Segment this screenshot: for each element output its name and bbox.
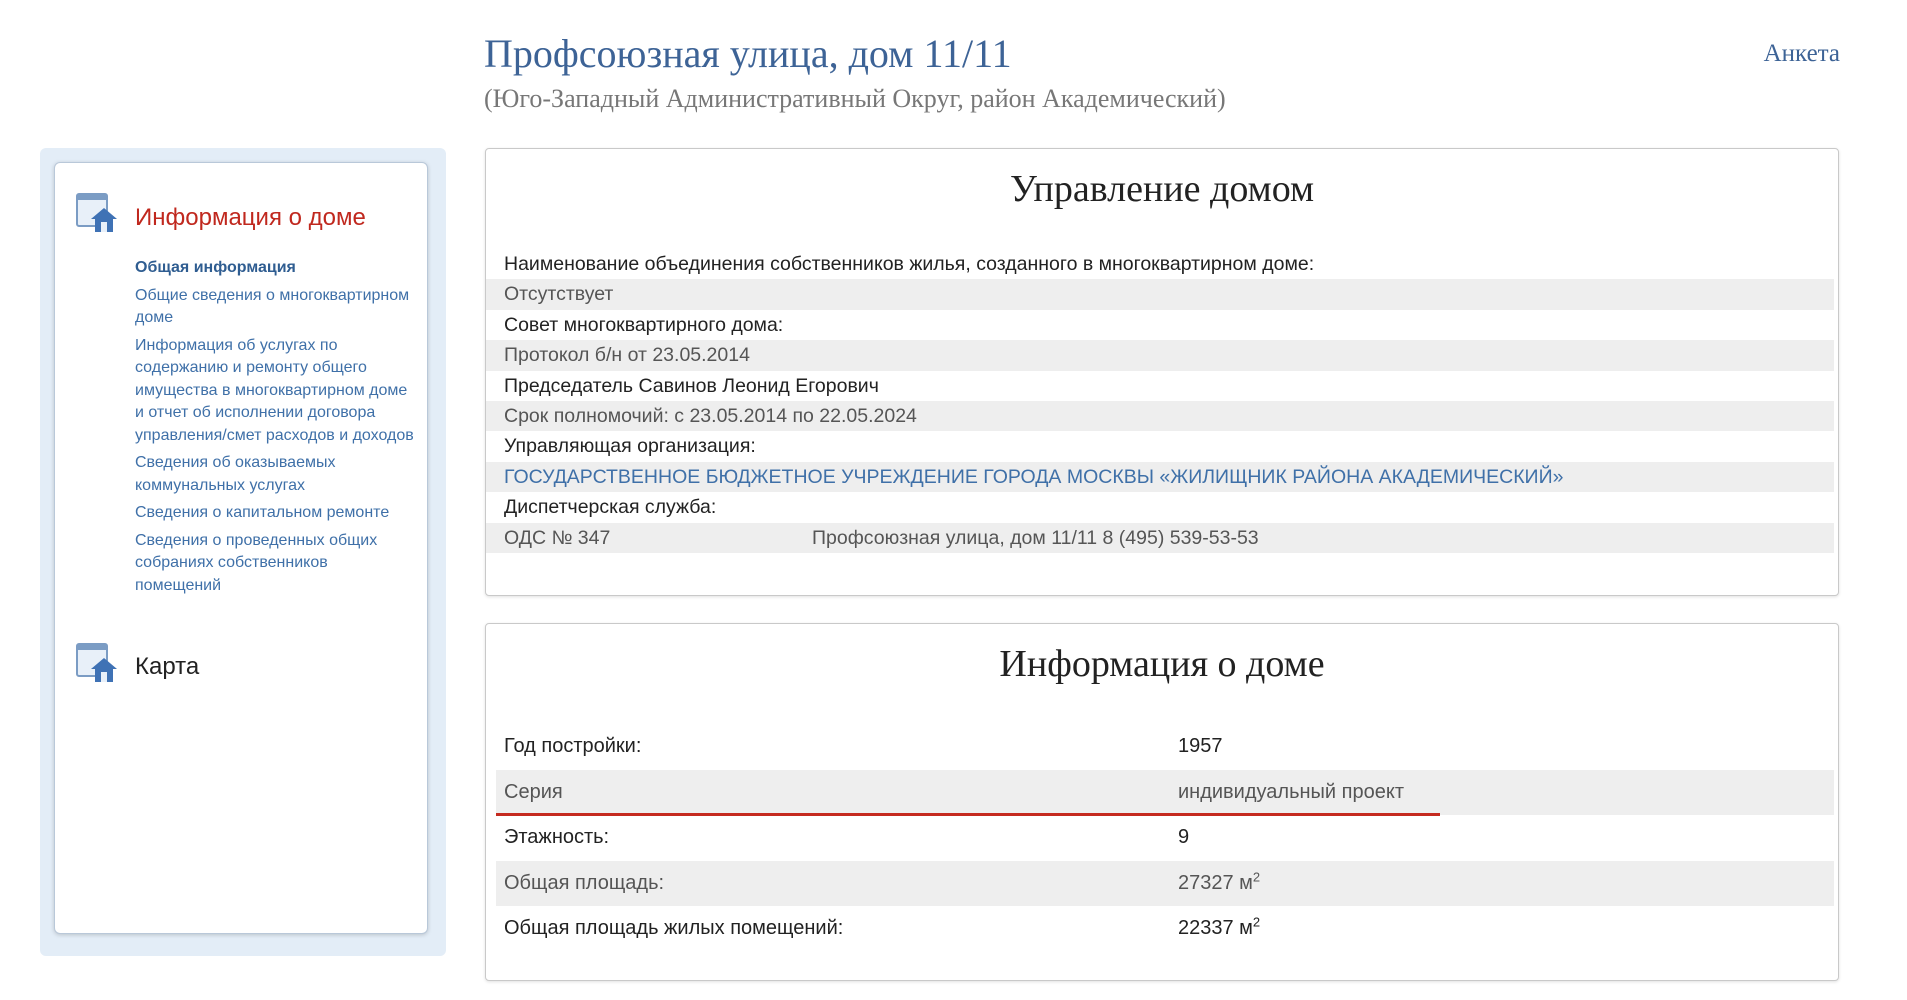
management-panel bbox=[485, 148, 1839, 596]
info-label: Общая площадь жилых помещений: bbox=[504, 917, 844, 939]
sidebar-link-general-info[interactable]: Общая информация bbox=[135, 259, 296, 276]
management-org-link[interactable]: ГОСУДАРСТВЕННОЕ БЮДЖЕТНОЕ УЧРЕЖДЕНИЕ ГОРОДА МОСКВЫ «ЖИЛИЩНИК РАЙОНА АКАДЕМИЧЕСКИЙ» bbox=[486, 462, 1834, 492]
management-org-label: Управляющая организация: bbox=[504, 435, 756, 458]
sidebar-link-capital-repair[interactable]: Сведения о капитальном ремонте bbox=[135, 504, 390, 521]
house-info-title: Информация о доме bbox=[999, 643, 1325, 685]
info-row-floors bbox=[496, 815, 1834, 861]
info-row-series bbox=[496, 770, 1834, 816]
info-value: 1957 bbox=[1178, 735, 1223, 757]
info-label: Этажность: bbox=[504, 826, 610, 848]
sidebar-section-house-info[interactable]: Информация о доме bbox=[135, 204, 366, 231]
sidebar bbox=[40, 148, 446, 956]
info-label: Год постройки: bbox=[504, 735, 642, 757]
info-label: Серия bbox=[504, 780, 563, 803]
info-row-build-year bbox=[496, 724, 1834, 770]
council-protocol: Протокол б/н от 23.05.2014 bbox=[486, 340, 1834, 370]
council-chairman: Председатель Савинов Леонид Егорович bbox=[504, 374, 879, 397]
info-value: 9 bbox=[1178, 826, 1190, 848]
sidebar-link-general-details[interactable]: Общие сведения о многоквартирном доме bbox=[135, 286, 410, 326]
dispatch-label: Диспетчерская служба: bbox=[504, 496, 717, 519]
info-row-living-area bbox=[496, 906, 1834, 952]
anketa-link[interactable]: Анкета bbox=[1763, 40, 1840, 67]
dispatch-address: Профсоюзная улица, дом 11/11 8 (495) 539-53-53 bbox=[812, 526, 1259, 549]
page-title: Профсоюзная улица, дом 11/11 bbox=[484, 31, 1012, 76]
council-label: Совет многоквартирного дома: bbox=[504, 313, 784, 336]
management-title: Управление домом bbox=[1009, 168, 1315, 210]
area-number: 27327 м bbox=[1178, 871, 1253, 894]
sidebar-section-map[interactable]: Карта bbox=[135, 653, 200, 680]
house-document-icon bbox=[75, 191, 119, 235]
unit-superscript: 2 bbox=[1252, 914, 1261, 930]
area-number: 22337 м bbox=[1178, 917, 1253, 939]
info-label: Общая площадь: bbox=[504, 871, 665, 894]
info-value bbox=[1178, 861, 1260, 906]
sidebar-panel bbox=[54, 162, 428, 934]
info-row-total-area bbox=[496, 861, 1834, 907]
dispatch-code: ОДС № 347 bbox=[504, 526, 611, 549]
info-value: индивидуальный проект bbox=[1178, 780, 1404, 803]
info-value bbox=[1178, 906, 1260, 951]
council-term: Срок полномочий: с 23.05.2014 по 22.05.2024 bbox=[486, 401, 1834, 431]
owners-association-label: Наименование объединения собственников жилья, созданного в многоквартирном доме: bbox=[504, 253, 1315, 275]
sidebar-link-owners-meetings[interactable]: Сведения о проведенных общих собраниях собственников помещений bbox=[135, 531, 378, 594]
page-subtitle: (Юго-Западный Административный Округ, район Академический) bbox=[484, 84, 1226, 113]
owners-association-value: Отсутствует bbox=[486, 279, 1834, 309]
sidebar-link-utility-services[interactable]: Сведения об оказываемых коммунальных услугах bbox=[135, 454, 336, 494]
house-info-panel bbox=[485, 623, 1839, 981]
sidebar-link-maintenance-services[interactable]: Информация об услугах по содержанию и ремонту общего имущества в многоквартирном доме и отчет об исполнении договора управления/смет расходов и доходов bbox=[135, 336, 414, 444]
map-house-icon bbox=[75, 641, 119, 685]
dispatch-row bbox=[486, 523, 1834, 553]
unit-superscript: 2 bbox=[1252, 868, 1261, 884]
sidebar-links bbox=[135, 257, 415, 602]
